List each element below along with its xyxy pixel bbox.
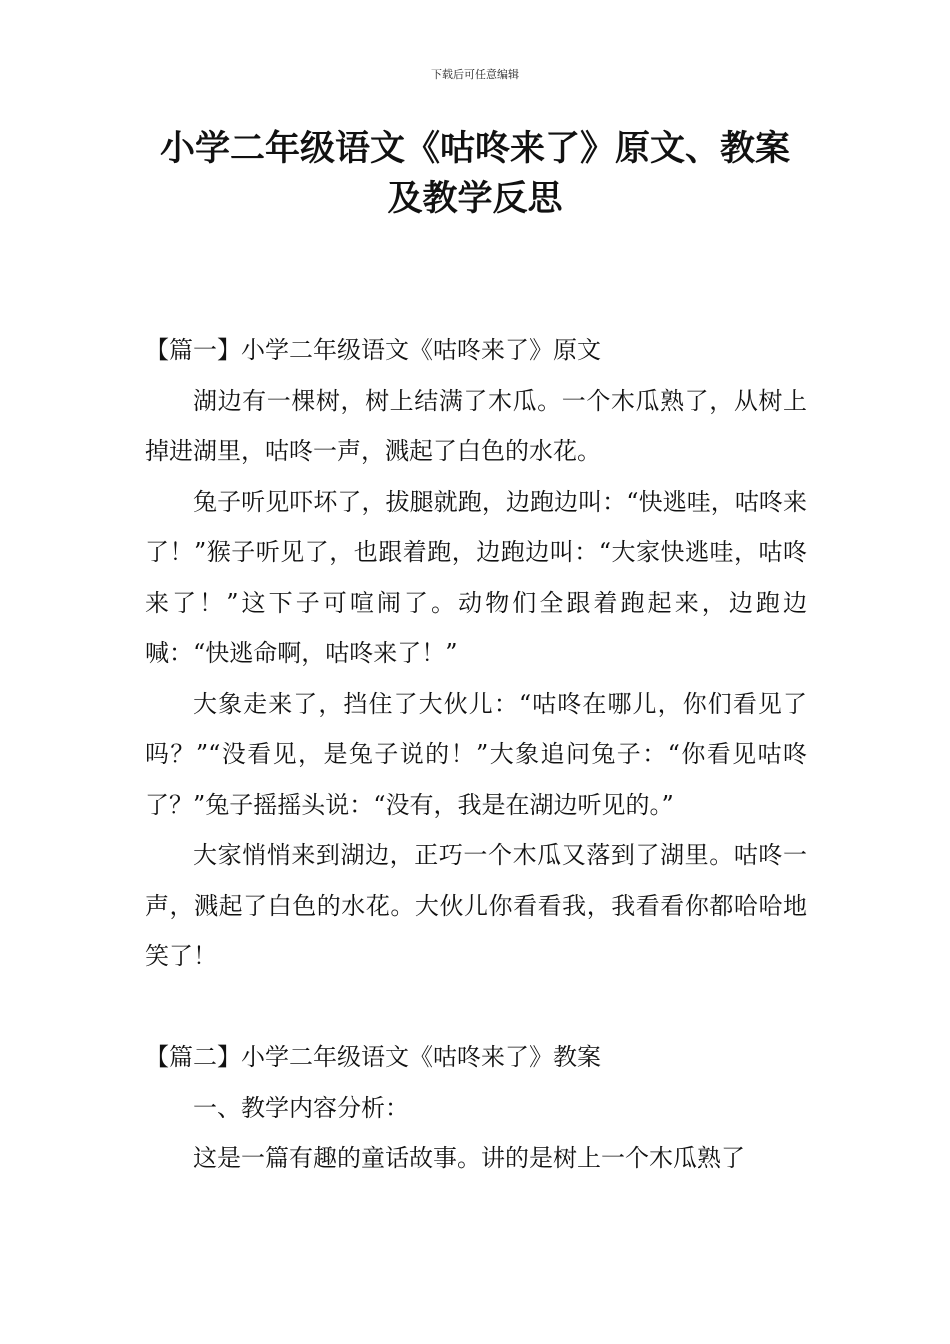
paragraph: 一、教学内容分析： xyxy=(193,1093,409,1122)
section-heading-1: 【篇一】小学二年级语文《咕咚来了》原文 xyxy=(145,336,601,364)
document-title xyxy=(120,124,830,224)
header-note: 下载后可任意编辑 xyxy=(431,68,519,81)
paragraph: 这是一篇有趣的童话故事。讲的是树上一个木瓜熟了 xyxy=(193,1144,745,1172)
title-line-1: 小学二年级语文《咕咚来了》原文、教案 xyxy=(159,129,790,169)
section-spacer xyxy=(145,982,807,1033)
paragraph: 大象走来了，挡住了大伙儿：“咕咚在哪儿，你们看见了吗？”“没看见，是兔子说的！”大象追问兔子：“你看见咕咚了？”兔子摇摇头说：“没有，我是在湖边听见的。” xyxy=(145,689,807,819)
paragraph: 大家悄悄来到湖边，正巧一个木瓜又落到了湖里。咕咚一声，溅起了白色的水花。大伙儿你看看我，我看看你都哈哈地笑了！ xyxy=(145,841,807,970)
section-heading-2: 【篇二】小学二年级语文《咕咚来了》教案 xyxy=(145,1043,601,1071)
paragraph: 兔子听见吓坏了，拔腿就跑，边跑边叫：“快逃哇，咕咚来了！”猴子听见了，也跟着跑，边跑边叫：“大家快逃哇，咕咚来了！”这下子可喧闹了。动物们全跟着跑起来，边跑边喊：“快逃命啊，咕咚来了！” xyxy=(145,487,807,667)
paragraph: 湖边有一棵树，树上结满了木瓜。一个木瓜熟了，从树上掉进湖里，咕咚一声，溅起了白色的水花。 xyxy=(145,386,807,465)
document-body xyxy=(145,325,807,1184)
title-line-2: 及教学反思 xyxy=(387,179,563,219)
